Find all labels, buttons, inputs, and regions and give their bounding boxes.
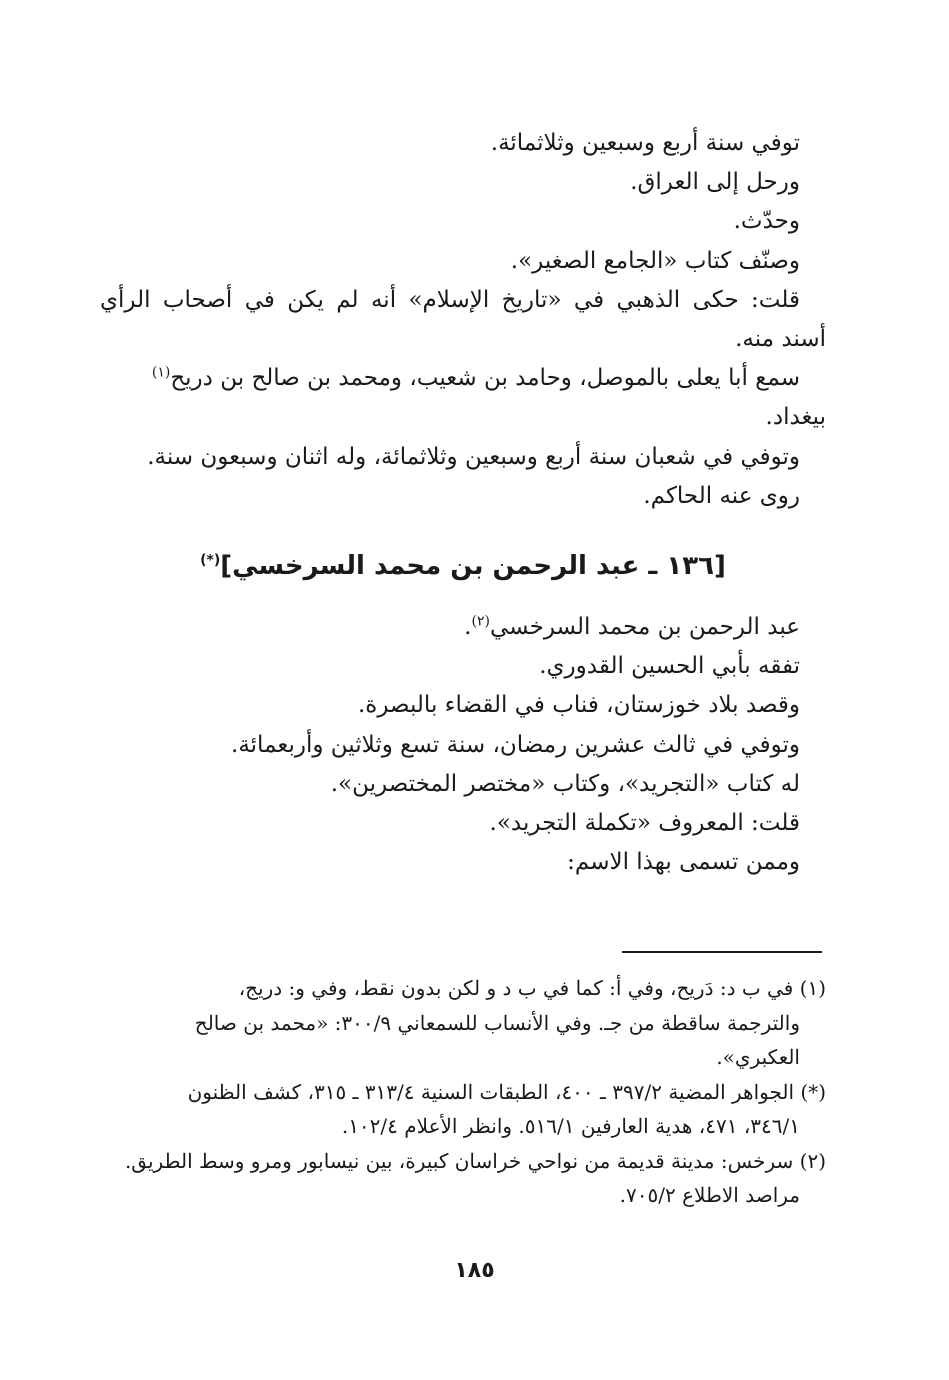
footnote-divider [622, 951, 822, 953]
heading-footnote-ref: (*) [200, 552, 221, 569]
entry-heading [100, 546, 826, 586]
footnotes [100, 971, 826, 1213]
text-line: ورحل إلى العراق. [630, 169, 800, 196]
text-line: قلت: حكى الذهبي في «تاريخ الإسلام» أنه لم يكن في أصحاب الرأي [100, 286, 800, 313]
footnote-line: العكبري». [716, 1045, 800, 1069]
footnote-line: (٢) سرخس: مدينة قديمة من نواحي خراسان كبيرة، بين نيسابور ومرو وسط الطريق. [124, 1148, 826, 1173]
footnote-line: ٣٤٦/١، ٤٧١، هدية العارفين ٥١٦/١. وانظر الأعلام ١٠٢/٤. [341, 1114, 800, 1138]
text-line: له كتاب «التجريد»، وكتاب «مختصر المختصرين». [330, 770, 800, 797]
text-line [100, 359, 826, 398]
footnote-line: والترجمة ساقطة من جـ. وفي الأنساب للسمعاني ٣٠٠/٩: «محمد بن صالح [194, 1010, 800, 1035]
footnote-line: (*) الجواهر المضية ٣٩٧/٢ ـ ٤٠٠، الطبقات السنية ٣١٣/٤ ـ ٣١٥، كشف الظنون [187, 1079, 826, 1104]
text-line: أسند منه. [735, 326, 826, 353]
text-line [100, 608, 826, 647]
page-number: ١٨٥ [454, 1258, 495, 1283]
text-line: روى عنه الحاكم. [643, 482, 800, 509]
footnote-line: (١) في ب د: دَريح، وفي أ: كما في ب د و لكن بدون نقط، وفي و: دريج، [238, 976, 826, 1000]
text-line: تفقه بأبي الحسين القدوري. [539, 653, 800, 680]
text-line: وحدّث. [733, 208, 800, 235]
footnote-line: مراصد الاطلاع ٧٠٥/٢. [619, 1183, 800, 1207]
text-span: . [464, 614, 472, 641]
text-line: بيغداد. [765, 404, 826, 431]
text-line: توفي سنة أربع وسبعين وثلاثمائة. [490, 130, 800, 156]
text-span: سمع أبا يعلى بالموصل، وحامد بن شعيب، ومحمد بن صالح بن دريح [170, 365, 800, 392]
text-line: وتوفي في ثالث عشرين رمضان، سنة تسع وثلاثين وأربعمائة. [231, 731, 800, 758]
heading-text: [١٣٦ ـ عبد الرحمن بن محمد السرخسي] [220, 551, 726, 582]
text-line: وقصد بلاد خوزستان، فناب في القضاء بالبصرة. [357, 692, 800, 719]
footnote-ref-2: (٢) [471, 613, 490, 630]
text-line: قلت: المعروف «تكملة التجريد». [489, 810, 800, 837]
footnote-ref-1: (١) [151, 364, 171, 381]
text-line: وتوفي في شعبان سنة أربع وسبعين وثلاثمائة، وله اثنان وسبعون سنة. [147, 443, 800, 470]
text-line: وصنّف كتاب «الجامع الصغير». [510, 247, 800, 274]
text-span: عبد الرحمن بن محمد السرخسي [489, 614, 800, 641]
text-line: وممن تسمى بهذا الاسم: [567, 849, 800, 876]
main-text [100, 124, 826, 882]
